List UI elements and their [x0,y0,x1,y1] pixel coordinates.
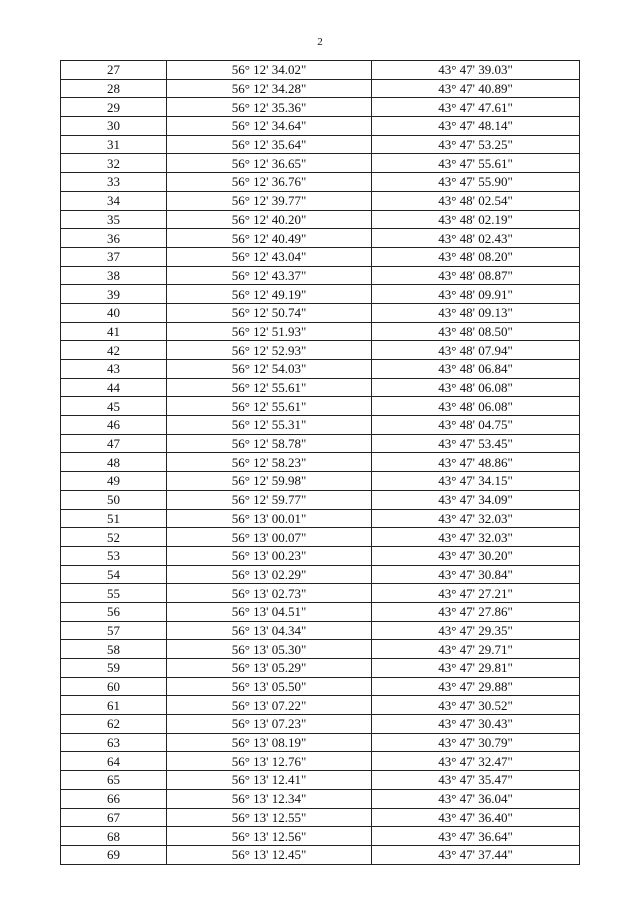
point-number-cell: 64 [61,752,167,771]
table-row [61,827,580,846]
latitude-cell: 56° 12' 36.76" [167,173,372,192]
table-row [61,640,580,659]
table-row [61,61,580,80]
latitude-cell: 56° 13' 05.50" [167,677,372,696]
table-row [61,602,580,621]
longitude-cell: 43° 47' 27.21" [372,584,580,603]
point-number-cell: 27 [61,61,167,80]
longitude-cell: 43° 47' 30.52" [372,696,580,715]
longitude-cell: 43° 47' 32.47" [372,752,580,771]
longitude-cell: 43° 48' 08.87" [372,266,580,285]
table-row [61,285,580,304]
point-number-cell: 55 [61,584,167,603]
table-row [61,733,580,752]
page-number: 2 [317,36,323,48]
latitude-cell: 56° 13' 12.34" [167,789,372,808]
point-number-cell: 48 [61,453,167,472]
table-row [61,303,580,322]
latitude-cell: 56° 12' 35.64" [167,135,372,154]
latitude-cell: 56° 12' 43.04" [167,247,372,266]
latitude-cell: 56° 12' 59.77" [167,490,372,509]
point-number-cell: 29 [61,98,167,117]
latitude-cell: 56° 12' 34.64" [167,117,372,136]
latitude-cell: 56° 12' 55.61" [167,378,372,397]
longitude-cell: 43° 47' 27.86" [372,602,580,621]
latitude-cell: 56° 12' 40.20" [167,210,372,229]
longitude-cell: 43° 48' 02.43" [372,229,580,248]
point-number-cell: 59 [61,659,167,678]
longitude-cell: 43° 47' 53.25" [372,135,580,154]
table-row [61,154,580,173]
latitude-cell: 56° 12' 50.74" [167,303,372,322]
point-number-cell: 57 [61,621,167,640]
table-row [61,360,580,379]
table-row [61,210,580,229]
coordinates-table [60,60,580,865]
longitude-cell: 43° 48' 09.13" [372,303,580,322]
point-number-cell: 30 [61,117,167,136]
longitude-cell: 43° 48' 04.75" [372,416,580,435]
table-row [61,659,580,678]
longitude-cell: 43° 47' 29.71" [372,640,580,659]
latitude-cell: 56° 12' 55.61" [167,397,372,416]
latitude-cell: 56° 13' 08.19" [167,733,372,752]
table-row [61,752,580,771]
table-row [61,229,580,248]
table-row [61,191,580,210]
latitude-cell: 56° 13' 12.41" [167,771,372,790]
latitude-cell: 56° 13' 04.34" [167,621,372,640]
table-row [61,808,580,827]
table-row [61,266,580,285]
table-row [61,378,580,397]
point-number-cell: 47 [61,434,167,453]
longitude-cell: 43° 47' 36.04" [372,789,580,808]
table-row [61,173,580,192]
latitude-cell: 56° 13' 12.45" [167,845,372,864]
longitude-cell: 43° 48' 08.20" [372,247,580,266]
latitude-cell: 56° 12' 58.78" [167,434,372,453]
latitude-cell: 56° 13' 00.07" [167,528,372,547]
longitude-cell: 43° 47' 29.35" [372,621,580,640]
point-number-cell: 49 [61,472,167,491]
table-row [61,472,580,491]
point-number-cell: 62 [61,715,167,734]
table-row [61,584,580,603]
latitude-cell: 56° 13' 12.55" [167,808,372,827]
latitude-cell: 56° 12' 51.93" [167,322,372,341]
point-number-cell: 58 [61,640,167,659]
longitude-cell: 43° 48' 02.19" [372,210,580,229]
point-number-cell: 65 [61,771,167,790]
table-row [61,98,580,117]
longitude-cell: 43° 47' 40.89" [372,79,580,98]
point-number-cell: 53 [61,546,167,565]
latitude-cell: 56° 12' 52.93" [167,341,372,360]
point-number-cell: 33 [61,173,167,192]
latitude-cell: 56° 13' 00.23" [167,546,372,565]
longitude-cell: 43° 47' 36.64" [372,827,580,846]
point-number-cell: 50 [61,490,167,509]
table-row [61,79,580,98]
table-row [61,416,580,435]
longitude-cell: 43° 47' 36.40" [372,808,580,827]
table-row [61,509,580,528]
longitude-cell: 43° 47' 48.86" [372,453,580,472]
table-row [61,845,580,864]
latitude-cell: 56° 12' 34.28" [167,79,372,98]
table-row [61,565,580,584]
latitude-cell: 56° 13' 04.51" [167,602,372,621]
longitude-cell: 43° 47' 30.20" [372,546,580,565]
table-row [61,771,580,790]
point-number-cell: 51 [61,509,167,528]
longitude-cell: 43° 47' 34.15" [372,472,580,491]
table-row [61,341,580,360]
coordinates-table-body [61,61,580,865]
table-row [61,696,580,715]
latitude-cell: 56° 13' 07.22" [167,696,372,715]
latitude-cell: 56° 13' 05.30" [167,640,372,659]
longitude-cell: 43° 47' 30.84" [372,565,580,584]
latitude-cell: 56° 12' 43.37" [167,266,372,285]
point-number-cell: 28 [61,79,167,98]
point-number-cell: 63 [61,733,167,752]
table-row [61,434,580,453]
longitude-cell: 43° 47' 53.45" [372,434,580,453]
point-number-cell: 56 [61,602,167,621]
longitude-cell: 43° 47' 30.79" [372,733,580,752]
table-row [61,135,580,154]
table-row [61,490,580,509]
longitude-cell: 43° 48' 02.54" [372,191,580,210]
table-row [61,528,580,547]
latitude-cell: 56° 12' 49.19" [167,285,372,304]
latitude-cell: 56° 13' 02.29" [167,565,372,584]
point-number-cell: 45 [61,397,167,416]
point-number-cell: 39 [61,285,167,304]
longitude-cell: 43° 48' 06.84" [372,360,580,379]
table-row [61,247,580,266]
point-number-cell: 37 [61,247,167,266]
latitude-cell: 56° 13' 12.76" [167,752,372,771]
longitude-cell: 43° 47' 32.03" [372,528,580,547]
latitude-cell: 56° 12' 58.23" [167,453,372,472]
longitude-cell: 43° 47' 30.43" [372,715,580,734]
point-number-cell: 42 [61,341,167,360]
longitude-cell: 43° 48' 08.50" [372,322,580,341]
table-row [61,546,580,565]
latitude-cell: 56° 13' 02.73" [167,584,372,603]
point-number-cell: 46 [61,416,167,435]
point-number-cell: 32 [61,154,167,173]
longitude-cell: 43° 47' 55.61" [372,154,580,173]
longitude-cell: 43° 47' 37.44" [372,845,580,864]
latitude-cell: 56° 12' 59.98" [167,472,372,491]
table-row [61,715,580,734]
point-number-cell: 40 [61,303,167,322]
longitude-cell: 43° 47' 29.88" [372,677,580,696]
table-row [61,453,580,472]
point-number-cell: 36 [61,229,167,248]
longitude-cell: 43° 47' 55.90" [372,173,580,192]
point-number-cell: 31 [61,135,167,154]
latitude-cell: 56° 12' 34.02" [167,61,372,80]
point-number-cell: 67 [61,808,167,827]
point-number-cell: 35 [61,210,167,229]
table-row [61,789,580,808]
longitude-cell: 43° 47' 32.03" [372,509,580,528]
latitude-cell: 56° 12' 54.03" [167,360,372,379]
longitude-cell: 43° 47' 39.03" [372,61,580,80]
point-number-cell: 69 [61,845,167,864]
point-number-cell: 41 [61,322,167,341]
latitude-cell: 56° 13' 07.23" [167,715,372,734]
longitude-cell: 43° 48' 06.08" [372,397,580,416]
latitude-cell: 56° 13' 00.01" [167,509,372,528]
table-row [61,677,580,696]
longitude-cell: 43° 48' 07.94" [372,341,580,360]
latitude-cell: 56° 13' 12.56" [167,827,372,846]
longitude-cell: 43° 48' 09.91" [372,285,580,304]
table-row [61,117,580,136]
point-number-cell: 60 [61,677,167,696]
longitude-cell: 43° 47' 48.14" [372,117,580,136]
point-number-cell: 61 [61,696,167,715]
latitude-cell: 56° 12' 40.49" [167,229,372,248]
longitude-cell: 43° 48' 06.08" [372,378,580,397]
point-number-cell: 43 [61,360,167,379]
point-number-cell: 52 [61,528,167,547]
point-number-cell: 68 [61,827,167,846]
latitude-cell: 56° 12' 39.77" [167,191,372,210]
longitude-cell: 43° 47' 29.81" [372,659,580,678]
longitude-cell: 43° 47' 47.61" [372,98,580,117]
longitude-cell: 43° 47' 34.09" [372,490,580,509]
point-number-cell: 54 [61,565,167,584]
latitude-cell: 56° 13' 05.29" [167,659,372,678]
point-number-cell: 44 [61,378,167,397]
latitude-cell: 56° 12' 36.65" [167,154,372,173]
point-number-cell: 38 [61,266,167,285]
latitude-cell: 56° 12' 35.36" [167,98,372,117]
longitude-cell: 43° 47' 35.47" [372,771,580,790]
point-number-cell: 34 [61,191,167,210]
point-number-cell: 66 [61,789,167,808]
table-row [61,322,580,341]
table-row [61,397,580,416]
latitude-cell: 56° 12' 55.31" [167,416,372,435]
table-row [61,621,580,640]
